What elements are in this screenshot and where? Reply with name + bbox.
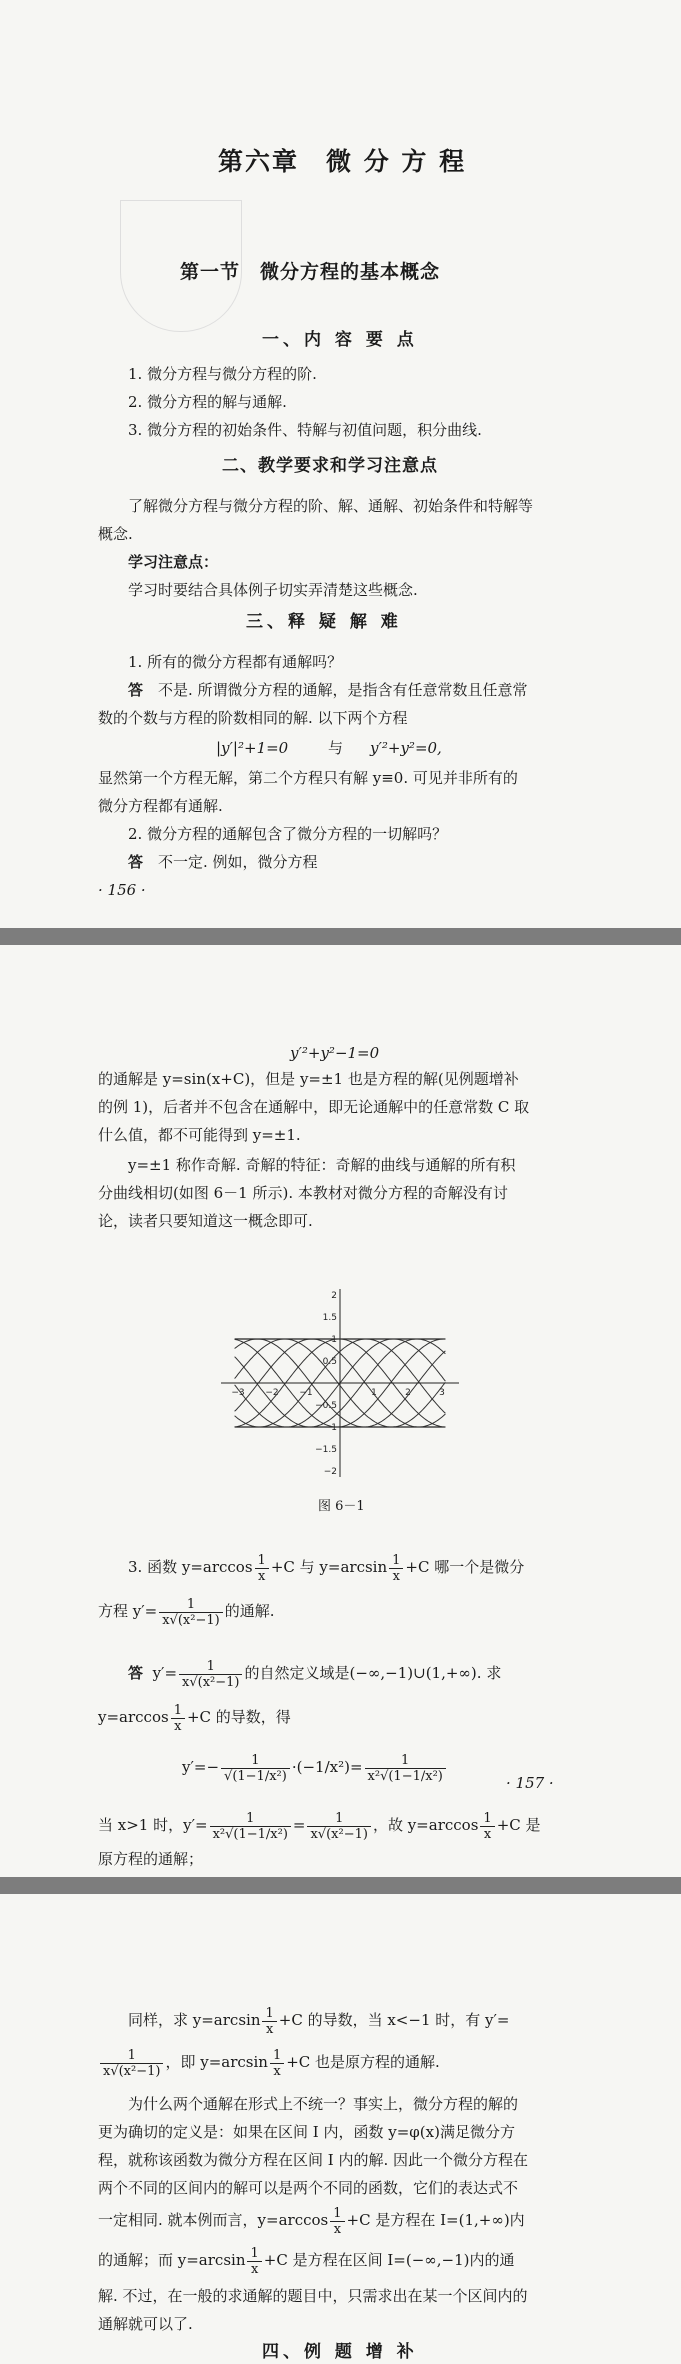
frac-num: 1: [247, 2246, 261, 2262]
frac-den: √(1−1/x²): [224, 1768, 287, 1784]
frac-rhs: [159, 1597, 222, 1628]
x-tick-label: −3: [231, 1388, 245, 1398]
text-line: 两个不同的区间内的解可以是两个不同的函数，它们的表达式不: [98, 2179, 519, 2197]
frac-num: 1: [159, 1597, 222, 1613]
paragraph-line: 概念.: [98, 525, 133, 543]
figure-caption: 图 6－1: [318, 1499, 365, 1514]
equation: |y′|²+1=0: [216, 739, 289, 757]
p3-text: +C 的导数，当 x<−1 时，有 y′=: [278, 2011, 510, 2029]
frac-num: 1: [330, 2206, 344, 2222]
heading-examples: 四、例 题 增 补: [262, 2342, 418, 2362]
deriv-text: =: [349, 1758, 363, 1776]
answer-label: 答: [128, 681, 144, 699]
frac-1-over-x: [262, 2006, 276, 2037]
answer-3-line: [98, 1697, 291, 1737]
deriv-text: y′=−: [182, 1758, 220, 1776]
frac-num: 1: [100, 2048, 163, 2064]
frac-den: x: [483, 1826, 492, 1842]
frac-den: x: [392, 1568, 400, 1584]
y-tick-label: −1.5: [315, 1445, 337, 1455]
chapter-title: 第六章 微 分 方 程: [218, 147, 467, 176]
p3-text: 同样，求 y=arcsin: [128, 2011, 261, 2029]
text-line: 分曲线相切(如图 6－1 所示). 本教材对微分方程的奇解没有讨: [98, 1184, 508, 1202]
deriv-text: ·: [291, 1758, 297, 1776]
derivative-line: [182, 1745, 448, 1789]
frac-den: x: [273, 2063, 281, 2079]
heading-content-points: 一、内 容 要 点: [262, 330, 418, 350]
frac-den: x: [258, 1568, 266, 1584]
frac-num: 1: [270, 2048, 284, 2064]
y-tick-label: −2: [323, 1467, 337, 1477]
a3-text: 的自然定义域是(−∞,−1)∪(1,+∞). 求: [244, 1664, 502, 1682]
a3-text: y′=: [152, 1664, 178, 1682]
when-text: +C 是: [496, 1816, 541, 1834]
text-line: 更为确切的定义是：如果在区间 I 内，函数 y=φ(x)满足微分方: [98, 2123, 515, 2141]
frac-num: 1: [171, 1703, 185, 1719]
y-tick-label: −1: [323, 1423, 337, 1433]
frac-num: 1: [262, 2006, 276, 2022]
frac-den: x√(x²−1): [310, 1826, 368, 1842]
text-line: [128, 2000, 509, 2040]
page-156: [0, 0, 681, 928]
y-tick-label: 2: [331, 1291, 337, 1301]
equation: y′²+y²−1=0: [290, 1044, 380, 1062]
when-text: ，故 y=arccos: [372, 1816, 479, 1834]
x-tick-label: −1: [299, 1388, 313, 1398]
answer-line: 不一定. 例如，微分方程: [158, 853, 318, 871]
text-line: y=±1 称作奇解. 奇解的特征：奇解的曲线与通解的所有积: [128, 1156, 516, 1174]
frac-1-over-x: [255, 1553, 269, 1584]
text-line: 的通解是 y=sin(x+C)，但是 y=±1 也是方程的解(见例题增补: [98, 1070, 519, 1088]
frac-den: x: [174, 1718, 182, 1734]
attention-text: 学习时要结合具体例子切实弄清楚这些概念.: [128, 581, 418, 599]
attention-label: 学习注意点：: [128, 553, 219, 571]
text-line: 的例 1)，后者并不包含在通解中，即无论通解中的任意常数 C 取: [98, 1098, 530, 1116]
question-3-line: [98, 1591, 274, 1631]
x-tick-label: −2: [265, 1388, 279, 1398]
x-tick-label: 1: [371, 1388, 377, 1398]
q3-text: 的通解.: [224, 1602, 275, 1620]
frac-den: x√(x²−1): [103, 2063, 161, 2079]
frac-num: 1: [389, 1553, 403, 1569]
frac-num: 1: [179, 1659, 242, 1675]
p3-text: ，即 y=arcsin: [165, 2053, 268, 2071]
q3-text: 方程 y′=: [98, 1602, 158, 1620]
frac-result: [365, 1753, 446, 1784]
when-text: =: [292, 1816, 306, 1834]
a3-text: y=arccos: [98, 1708, 169, 1726]
q3-text: 3. 函数 y=arccos: [128, 1558, 253, 1576]
frac-den: x²√(1−1/x²): [367, 1768, 443, 1784]
question-1: 1. 所有的微分方程都有通解吗？: [128, 653, 343, 671]
frac-num: 1: [365, 1753, 446, 1769]
when-text: 当 x>1 时，y′=: [98, 1816, 208, 1834]
equation: y′²+y²=0,: [370, 739, 442, 757]
frac-1-over-x: [480, 1811, 494, 1842]
text-line: 解. 不过，在一般的求通解的题目中，只需求出在某一个区间内的: [98, 2287, 528, 2305]
frac-num: 1: [210, 1811, 291, 1827]
answer-line: 数的个数与方程的阶数相同的解. 以下两个方程: [98, 709, 408, 727]
equation-connector: 与: [328, 739, 344, 757]
figure-6-1-chart: [220, 1263, 460, 1493]
text-line: 原方程的通解；: [98, 1850, 204, 1868]
frac-den: x√(x²−1): [162, 1612, 220, 1628]
answer-3-line: [128, 1653, 501, 1693]
x-tick-label: 2: [405, 1388, 411, 1398]
answer-label: 答: [128, 853, 144, 871]
q3-text: +C 哪一个是微分: [405, 1558, 525, 1576]
text-line: 论，读者只要知道这一概念即可.: [98, 1212, 313, 1230]
page-158: [0, 1894, 681, 2364]
heading-qa: 三、释 疑 解 难: [246, 612, 402, 632]
text-line: [98, 2240, 515, 2280]
frac-den: x: [250, 2261, 259, 2277]
text-line: 什么值，都不可能得到 y=±1.: [98, 1126, 301, 1144]
point-item: 3. 微分方程的初始条件、特解与初值问题，积分曲线.: [128, 421, 482, 439]
frac-rhs: [307, 1811, 370, 1842]
page-157: [0, 945, 681, 1877]
frac-rhs: [179, 1659, 242, 1690]
text-line: 为什么两个通解在形式上不统一？事实上，微分方程的解的: [128, 2095, 519, 2113]
frac-1-over-x: [270, 2048, 284, 2079]
answer-line: 显然第一个方程无解，第二个方程只有解 y≡0. 可见并非所有的: [98, 769, 518, 787]
question-3-line: [128, 1547, 524, 1587]
p3-text: +C 是方程在 I=(1,+∞)内: [346, 2211, 525, 2229]
y-tick-label: 1.5: [322, 1313, 337, 1323]
p3-text: +C 也是原方程的通解.: [286, 2053, 440, 2071]
y-tick-label: 1: [331, 1335, 337, 1345]
page-number: · 156 ·: [98, 881, 146, 899]
frac-den: x: [333, 2221, 342, 2237]
frac-den: x: [265, 2021, 274, 2037]
question-2: 2. 微分方程的通解包含了微分方程的一切解吗？: [128, 825, 448, 843]
a3-text: +C 的导数，得: [186, 1708, 291, 1726]
page-number: · 157 ·: [506, 1774, 554, 1792]
text-line: 通解就可以了.: [98, 2315, 193, 2333]
frac-num: 1: [480, 1811, 494, 1827]
p3-text: 的通解；而 y=arcsin: [98, 2251, 246, 2269]
frac-1-over-x: [389, 1553, 403, 1584]
frac-sqrt: [221, 1753, 290, 1784]
frac-rhs: [100, 2048, 163, 2079]
text-line: [98, 2042, 440, 2082]
frac-1-over-x: [247, 2246, 261, 2277]
section-title: 第一节 微分方程的基本概念: [180, 261, 441, 283]
x-tick-label: 3: [439, 1388, 445, 1398]
p3-text: 一定相同. 就本例而言，y=arccos: [98, 2211, 329, 2229]
p3-text: +C 是方程在区间 I=(−∞,−1)内的通: [263, 2251, 515, 2269]
frac-1-over-x: [330, 2206, 344, 2237]
answer-line: 不是. 所谓微分方程的通解，是指含有任意常数且任意常: [158, 681, 528, 699]
y-tick-label: −0.5: [315, 1401, 337, 1411]
paragraph-line: 了解微分方程与微分方程的阶、解、通解、初始条件和特解等: [128, 497, 534, 515]
answer-label: 答: [128, 1664, 144, 1682]
frac-den: x²√(1−1/x²): [212, 1826, 288, 1842]
frac-num: 1: [221, 1753, 290, 1769]
frac-num: 1: [255, 1553, 269, 1569]
point-item: 2. 微分方程的解与通解.: [128, 393, 287, 411]
text-line: 程，就称该函数为微分方程在区间 I 内的解. 因此一个微分方程在: [98, 2151, 529, 2169]
frac-num: 1: [307, 1811, 370, 1827]
heading-requirements: 二、教学要求和学习注意点: [222, 456, 438, 476]
frac-1-over-x: [171, 1703, 185, 1734]
point-item: 1. 微分方程与微分方程的阶.: [128, 365, 317, 383]
answer-line: 微分方程都有通解.: [98, 797, 223, 815]
deriv-paren: (−1/x²): [296, 1758, 350, 1776]
q3-text: +C 与 y=arcsin: [270, 1558, 388, 1576]
text-line: [98, 2200, 525, 2240]
y-tick-label: 0.5: [322, 1357, 337, 1367]
when-line: [98, 1803, 541, 1847]
frac-den: x√(x²−1): [182, 1674, 240, 1690]
frac-result: [210, 1811, 291, 1842]
